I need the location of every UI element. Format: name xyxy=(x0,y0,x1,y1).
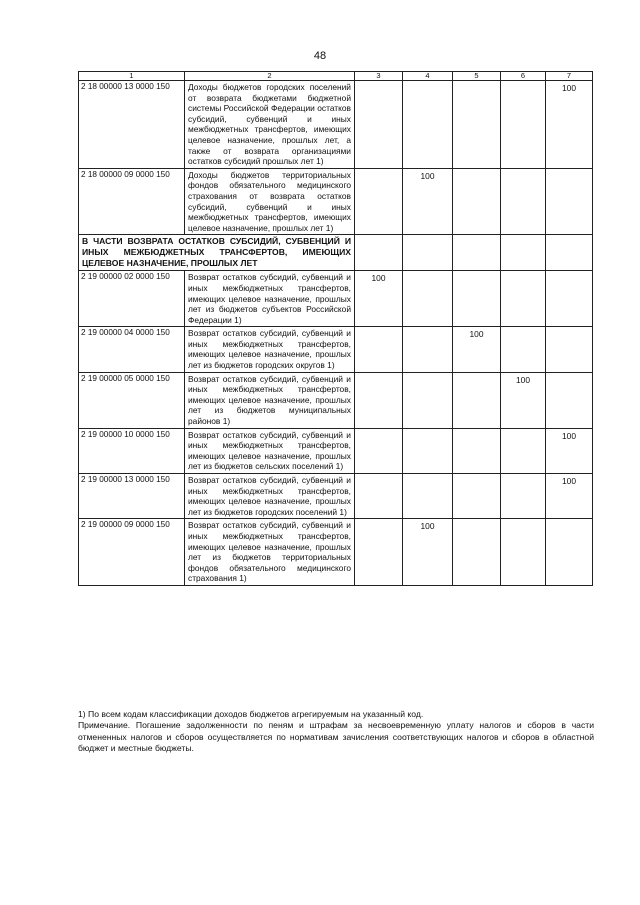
table-row xyxy=(79,81,593,169)
col-6-value xyxy=(501,327,546,372)
income-name: Возврат остатков субсидий, субвенций и иных межбюджетных трансфертов, имеющих целевое назначение, прошлых лет из бюджетов сельских поселений 1) xyxy=(185,428,355,473)
header-col-7: 7 xyxy=(546,72,593,81)
col-7-value: 100 xyxy=(546,81,593,169)
col-5-value xyxy=(453,372,501,428)
note-paragraph: Примечание. Погашение задолженности по пеням и штрафам за несвоевременную уплату налогов и сборов в части отмененных налогов и сборов осуществляется по нормативам зачисления соответствующих налогов и сборов в областной бюджет и местные бюджеты. xyxy=(78,720,594,754)
col-5-value: 100 xyxy=(453,327,501,372)
table-row xyxy=(79,271,593,327)
income-name: Возврат остатков субсидий, субвенций и иных межбюджетных трансфертов, имеющих целевое назначение, прошлых лет из бюджетов городских поселений 1) xyxy=(185,474,355,519)
income-code: 2 19 00000 10 0000 150 xyxy=(79,428,185,473)
col-3-value xyxy=(355,81,403,169)
header-col-2: 2 xyxy=(185,72,355,81)
footnote: 1) По всем кодам классификации доходов бюджетов агрегируемым на указанный код. xyxy=(78,709,424,719)
income-name: Доходы бюджетов городских поселений от возврата бюджетами бюджетной системы Российской Федерации остатков субсидий, субвенций и иных межбюджетных трансфертов, имеющих целевое назначение, прошлых лет, а также от возврата организациями остатков субсидий прошлых лет 1) xyxy=(185,81,355,169)
table-row xyxy=(79,327,593,372)
table-row xyxy=(79,428,593,473)
income-name: Возврат остатков субсидий, субвенций и иных межбюджетных трансфертов, имеющих целевое назначение, прошлых лет из бюджетов территориальных фондов обязательного медицинского страхования 1) xyxy=(185,519,355,586)
col-4-value: 100 xyxy=(403,168,453,235)
col-4-value xyxy=(403,271,453,327)
income-code: 2 18 00000 13 0000 150 xyxy=(79,81,185,169)
page-number: 48 xyxy=(313,50,327,62)
col-5-value xyxy=(453,81,501,169)
col-4-value xyxy=(403,474,453,519)
col-3-value xyxy=(355,168,403,235)
header-col-6: 6 xyxy=(501,72,546,81)
col-5-value xyxy=(453,519,501,586)
income-code: 2 18 00000 09 0000 150 xyxy=(79,168,185,235)
col-4-value: 100 xyxy=(403,519,453,586)
col-3-value xyxy=(355,474,403,519)
income-name: Возврат остатков субсидий, субвенций и иных межбюджетных трансфертов, имеющих целевое назначение, прошлых лет из бюджетов муниципальных районов 1) xyxy=(185,372,355,428)
col-5-value xyxy=(453,428,501,473)
col-4-value xyxy=(403,327,453,372)
col-3-value xyxy=(355,372,403,428)
col-5-value xyxy=(453,168,501,235)
header-col-4: 4 xyxy=(403,72,453,81)
revenue-distribution-table xyxy=(78,71,593,586)
col-3-value: 100 xyxy=(355,271,403,327)
table-row xyxy=(79,372,593,428)
col-7-value xyxy=(546,271,593,327)
col-6-value xyxy=(501,428,546,473)
col-4-value xyxy=(403,81,453,169)
income-code: 2 19 00000 09 0000 150 xyxy=(79,519,185,586)
income-name: Возврат остатков субсидий, субвенций и иных межбюджетных трансфертов, имеющих целевое назначение, прошлых лет из бюджетов субъектов Российской Федерации 1) xyxy=(185,271,355,327)
col-6-value xyxy=(501,519,546,586)
col-7-value xyxy=(546,327,593,372)
table-row xyxy=(79,519,593,586)
col-6-value xyxy=(501,271,546,327)
section-heading: В ЧАСТИ ВОЗВРАТА ОСТАТКОВ СУБСИДИЙ, СУБВЕНЦИЙ И ИНЫХ МЕЖБЮДЖЕТНЫХ ТРАНСФЕРТОВ, ИМЕЮЩИХ ЦЕЛЕВОЕ НАЗНАЧЕНИЕ, ПРОШЛЫХ ЛЕТ xyxy=(79,235,355,271)
col-6-value xyxy=(501,168,546,235)
header-col-5: 5 xyxy=(453,72,501,81)
col-7-value xyxy=(546,519,593,586)
income-code: 2 19 00000 02 0000 150 xyxy=(79,271,185,327)
col-7-value: 100 xyxy=(546,474,593,519)
col-3-value xyxy=(355,327,403,372)
income-code: 2 19 00000 05 0000 150 xyxy=(79,372,185,428)
table-header-row xyxy=(79,72,593,81)
col-4-value xyxy=(403,372,453,428)
section-header-row xyxy=(79,235,593,271)
col-5-value xyxy=(453,271,501,327)
header-col-1: 1 xyxy=(79,72,185,81)
col-3-value xyxy=(355,428,403,473)
table-row xyxy=(79,168,593,235)
col-7-value xyxy=(546,372,593,428)
col-7-value: 100 xyxy=(546,428,593,473)
col-5-value xyxy=(453,474,501,519)
income-name: Возврат остатков субсидий, субвенций и иных межбюджетных трансфертов, имеющих целевое назначение, прошлых лет из бюджетов городских округов 1) xyxy=(185,327,355,372)
col-6-value: 100 xyxy=(501,372,546,428)
table-row xyxy=(79,474,593,519)
col-3-value xyxy=(355,519,403,586)
col-4-value xyxy=(403,428,453,473)
col-7-value xyxy=(546,168,593,235)
income-code: 2 19 00000 13 0000 150 xyxy=(79,474,185,519)
income-name: Доходы бюджетов территориальных фондов обязательного медицинского страхования от возврата остатков субсидий, субвенций и иных межбюджетных трансфертов, имеющих целевое назначение, прошлых лет 1) xyxy=(185,168,355,235)
header-col-3: 3 xyxy=(355,72,403,81)
income-code: 2 19 00000 04 0000 150 xyxy=(79,327,185,372)
col-6-value xyxy=(501,81,546,169)
col-6-value xyxy=(501,474,546,519)
